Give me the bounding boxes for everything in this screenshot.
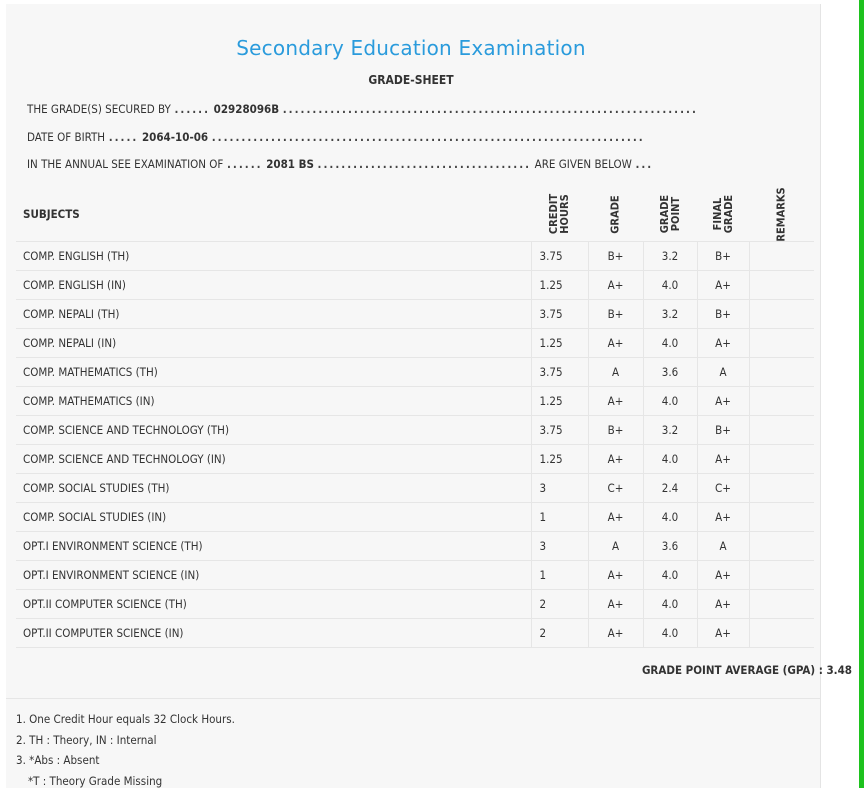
remarks-column-header: REMARKS xyxy=(749,187,814,242)
credit-hours-cell: 1.25 xyxy=(531,387,588,416)
credit-hours-cell: 1 xyxy=(531,503,588,532)
credit-hours-cell: 1.25 xyxy=(531,329,588,358)
table-row xyxy=(16,619,814,648)
grade-cell: A+ xyxy=(588,503,643,532)
exam-title: Secondary Education Examination xyxy=(0,36,822,60)
subject-cell: COMP. NEPALI (TH) xyxy=(16,300,531,329)
footnote: 3. *Abs : Absent xyxy=(16,750,235,771)
dot-leader: ..... xyxy=(109,130,139,144)
final-grade-cell: A+ xyxy=(697,619,749,648)
grade-point-cell: 4.0 xyxy=(643,503,697,532)
exam-year-value: 2081 BS xyxy=(266,157,314,171)
symbol-number: 02928096B xyxy=(214,102,279,116)
credit-hours-cell: 3.75 xyxy=(531,416,588,445)
remarks-cell xyxy=(749,619,814,648)
subject-cell: COMP. NEPALI (IN) xyxy=(16,329,531,358)
grade-cell: A+ xyxy=(588,590,643,619)
final-grade-cell: A+ xyxy=(697,387,749,416)
grades-table xyxy=(16,187,814,648)
table-row xyxy=(16,474,814,503)
grade-point-cell: 3.6 xyxy=(643,532,697,561)
credit-hours-column-header: CREDIT HOURS xyxy=(531,187,588,242)
remarks-cell xyxy=(749,329,814,358)
scroll-edge-bar xyxy=(859,0,864,788)
subject-cell: OPT.I ENVIRONMENT SCIENCE (TH) xyxy=(16,532,531,561)
credit-hours-cell: 3 xyxy=(531,474,588,503)
final-grade-cell: A+ xyxy=(697,590,749,619)
grade-point-cell: 4.0 xyxy=(643,271,697,300)
dot-leader: ...... xyxy=(174,102,210,116)
footnote: 2. TH : Theory, IN : Internal xyxy=(16,730,235,751)
grade-cell: A+ xyxy=(588,271,643,300)
credit-hours-cell: 1 xyxy=(531,561,588,590)
final-grade-cell: C+ xyxy=(697,474,749,503)
subject-cell: COMP. SCIENCE AND TECHNOLOGY (IN) xyxy=(16,445,531,474)
final-grade-cell: A+ xyxy=(697,329,749,358)
date-of-birth-value: 2064-10-06 xyxy=(142,130,208,144)
dot-leader: .................................... xyxy=(318,157,532,171)
final-grade-cell: A xyxy=(697,532,749,561)
credit-hours-cell: 3.75 xyxy=(531,242,588,271)
grade-point-cell: 3.6 xyxy=(643,358,697,387)
exam-line xyxy=(27,157,747,171)
grade-cell: B+ xyxy=(588,300,643,329)
dob-label: DATE OF BIRTH xyxy=(27,130,105,144)
grade-point-cell: 4.0 xyxy=(643,387,697,416)
dot-leader: ...................................................................... xyxy=(283,102,698,116)
grade-cell: A+ xyxy=(588,619,643,648)
subject-cell: COMP. ENGLISH (TH) xyxy=(16,242,531,271)
credit-hours-cell: 1.25 xyxy=(531,445,588,474)
grade-cell: A+ xyxy=(588,445,643,474)
final-grade-cell: B+ xyxy=(697,416,749,445)
grade-sheet-heading: GRADE-SHEET xyxy=(0,73,822,87)
remarks-cell xyxy=(749,387,814,416)
credit-hours-cell: 2 xyxy=(531,590,588,619)
final-grade-cell: A+ xyxy=(697,445,749,474)
credit-hours-cell: 3 xyxy=(531,532,588,561)
subject-cell: COMP. SCIENCE AND TECHNOLOGY (TH) xyxy=(16,416,531,445)
grade-cell: A xyxy=(588,532,643,561)
table-row xyxy=(16,590,814,619)
grade-cell: A xyxy=(588,358,643,387)
table-row xyxy=(16,387,814,416)
remarks-cell xyxy=(749,300,814,329)
dot-leader: ......................................................................... xyxy=(212,130,645,144)
subject-cell: OPT.II COMPUTER SCIENCE (IN) xyxy=(16,619,531,648)
subject-cell: COMP. MATHEMATICS (IN) xyxy=(16,387,531,416)
grade-point-cell: 3.2 xyxy=(643,242,697,271)
grade-cell: A+ xyxy=(588,561,643,590)
final-grade-cell: B+ xyxy=(697,242,749,271)
remarks-cell xyxy=(749,416,814,445)
grade-point-cell: 4.0 xyxy=(643,329,697,358)
subject-cell: COMP. MATHEMATICS (TH) xyxy=(16,358,531,387)
credit-hours-cell: 2 xyxy=(531,619,588,648)
final-grade-cell: A xyxy=(697,358,749,387)
grade-point-column-header: GRADE POINT xyxy=(643,187,697,242)
credit-hours-cell: 1.25 xyxy=(531,271,588,300)
remarks-cell xyxy=(749,532,814,561)
remarks-cell xyxy=(749,474,814,503)
final-grade-cell: B+ xyxy=(697,300,749,329)
table-row xyxy=(16,271,814,300)
table-row xyxy=(16,329,814,358)
footnotes xyxy=(16,709,235,791)
gpa-summary xyxy=(642,663,852,677)
subject-cell: COMP. SOCIAL STUDIES (IN) xyxy=(16,503,531,532)
dot-leader: ... xyxy=(635,157,653,171)
remarks-cell xyxy=(749,271,814,300)
remarks-cell xyxy=(749,445,814,474)
grade-point-cell: 4.0 xyxy=(643,561,697,590)
table-header-row xyxy=(16,187,814,242)
dot-leader: ...... xyxy=(227,157,263,171)
footnote: *T : Theory Grade Missing xyxy=(16,771,235,791)
gpa-value: 3.48 xyxy=(826,663,852,677)
subjects-column-header: SUBJECTS xyxy=(16,187,531,242)
remarks-cell xyxy=(749,561,814,590)
grade-cell: B+ xyxy=(588,416,643,445)
table-row xyxy=(16,532,814,561)
grade-point-cell: 3.2 xyxy=(643,300,697,329)
given-below-label: ARE GIVEN BELOW xyxy=(535,157,632,171)
table-row xyxy=(16,300,814,329)
remarks-cell xyxy=(749,503,814,532)
credit-hours-cell: 3.75 xyxy=(531,358,588,387)
grade-cell: A+ xyxy=(588,329,643,358)
remarks-cell xyxy=(749,590,814,619)
grade-cell: C+ xyxy=(588,474,643,503)
footnote: 1. One Credit Hour equals 32 Clock Hours. xyxy=(16,709,235,730)
grade-point-cell: 3.2 xyxy=(643,416,697,445)
table-row xyxy=(16,445,814,474)
secured-by-line xyxy=(27,102,727,116)
table-row xyxy=(16,561,814,590)
grade-column-header: GRADE xyxy=(588,187,643,242)
table-row xyxy=(16,242,814,271)
footer-divider xyxy=(6,698,820,699)
subject-cell: COMP. ENGLISH (IN) xyxy=(16,271,531,300)
final-grade-cell: A+ xyxy=(697,561,749,590)
table-row xyxy=(16,503,814,532)
final-grade-column-header: FINAL GRADE xyxy=(697,187,749,242)
subject-cell: OPT.I ENVIRONMENT SCIENCE (IN) xyxy=(16,561,531,590)
grade-point-cell: 4.0 xyxy=(643,619,697,648)
remarks-cell xyxy=(749,242,814,271)
grade-point-cell: 4.0 xyxy=(643,590,697,619)
subject-cell: COMP. SOCIAL STUDIES (TH) xyxy=(16,474,531,503)
gpa-label: GRADE POINT AVERAGE (GPA) : xyxy=(642,663,823,677)
remarks-cell xyxy=(749,358,814,387)
table-row xyxy=(16,416,814,445)
final-grade-cell: A+ xyxy=(697,271,749,300)
table-row xyxy=(16,358,814,387)
grade-point-cell: 4.0 xyxy=(643,445,697,474)
date-of-birth-line xyxy=(27,130,719,144)
final-grade-cell: A+ xyxy=(697,503,749,532)
credit-hours-cell: 3.75 xyxy=(531,300,588,329)
grade-point-cell: 2.4 xyxy=(643,474,697,503)
grade-cell: B+ xyxy=(588,242,643,271)
grade-cell: A+ xyxy=(588,387,643,416)
exam-label: IN THE ANNUAL SEE EXAMINATION OF xyxy=(27,157,223,171)
subject-cell: OPT.II COMPUTER SCIENCE (TH) xyxy=(16,590,531,619)
secured-by-label: THE GRADE(S) SECURED BY xyxy=(27,102,171,116)
